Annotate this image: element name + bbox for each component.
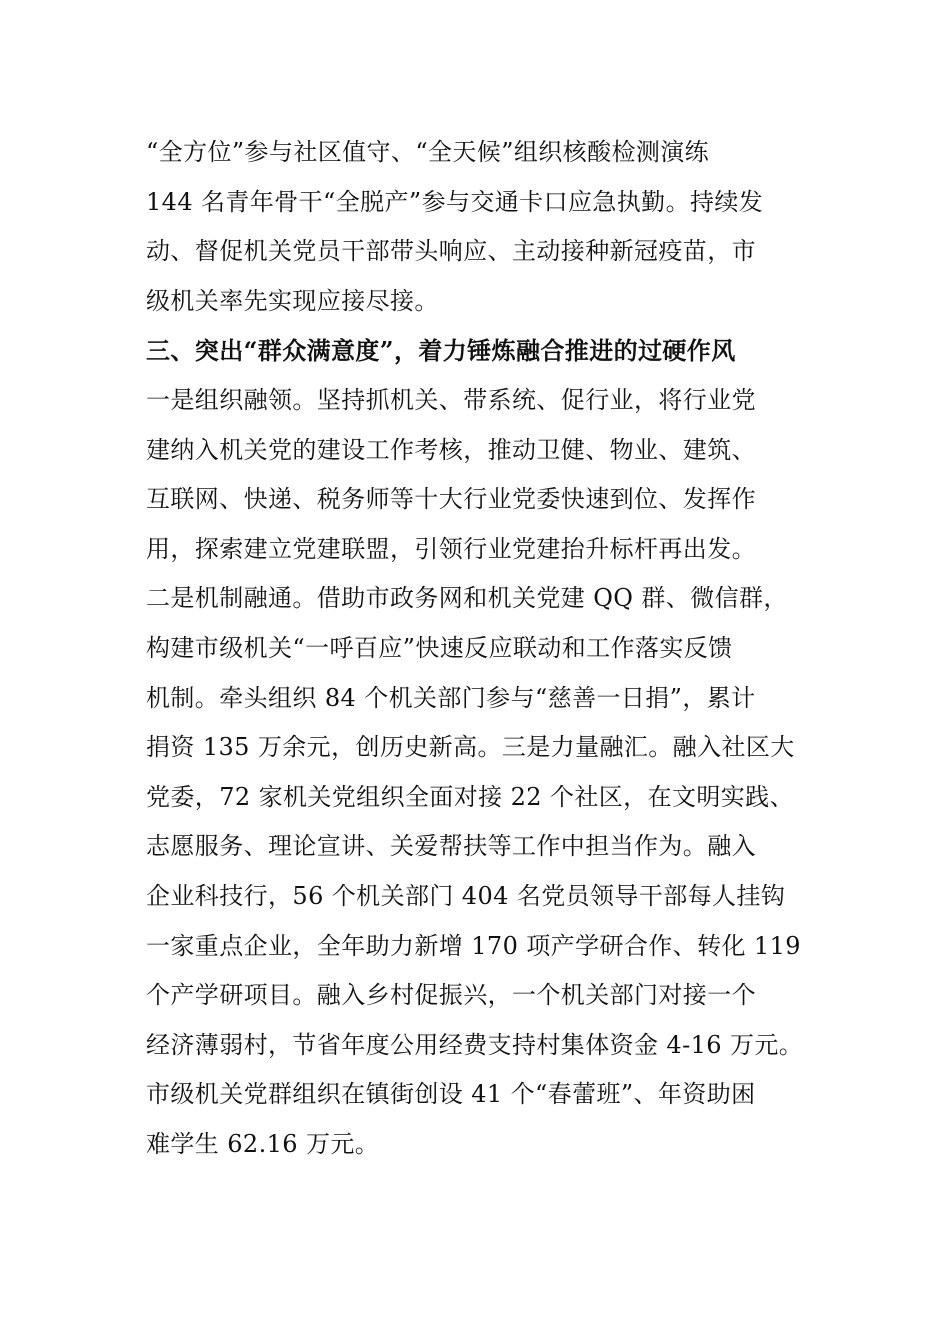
body-line: 互联网、快递、税务师等十大行业党委快速到位、发挥作	[146, 485, 756, 514]
body-line: 用，探索建立党建联盟，引领行业党建抬升标杆再出发。	[146, 534, 756, 563]
body-line: 级机关率先实现应接尽接。	[146, 286, 439, 315]
body-line: 144 名青年骨干“全脱产”参与交通卡口应急执勤。持续发	[146, 187, 764, 216]
body-line: 动、督促机关党员干部带头响应、主动接种新冠疫苗，市	[146, 237, 756, 266]
section-heading: 三、突出“群众满意度”，着力锤炼融合推进的过硬作风	[146, 336, 736, 366]
body-line: 党委，72 家机关党组织全面对接 22 个社区，在文明实践、	[146, 782, 794, 811]
body-line: 建纳入机关党的建设工作考核，推动卫健、物业、建筑、	[146, 435, 756, 464]
body-line: 市级机关党群组织在镇街创设 41 个“春蕾班”、年资助困	[146, 1080, 756, 1109]
body-line: 志愿服务、理论宣讲、关爱帮扶等工作中担当作为。融入	[146, 832, 756, 861]
body-line: 二是机制融通。借助市政务网和机关党建 QQ 群、微信群，	[146, 584, 788, 613]
body-line: 一是组织融领。坚持抓机关、带系统、促行业，将行业党	[146, 385, 756, 414]
body-line: 捐资 135 万余元，创历史新高。三是力量融汇。融入社区大	[146, 733, 795, 762]
body-line: 一家重点企业，全年助力新增 170 项产学研合作、转化 119	[146, 931, 801, 960]
body-line: 构建市级机关“一呼百应”快速反应联动和工作落实反馈	[146, 633, 733, 662]
document-body	[146, 128, 816, 1169]
body-line: “全方位”参与社区值守、“全天候”组织核酸检测演练	[146, 138, 710, 166]
body-line: 经济薄弱村，节省年度公用经费支持村集体资金 4-16 万元。	[146, 1030, 804, 1059]
body-line: 企业科技行，56 个机关部门 404 名党员领导干部每人挂钩	[146, 881, 786, 910]
body-line: 个产学研项目。融入乡村促振兴，一个机关部门对接一个	[146, 981, 756, 1010]
body-line: 机制。牵头组织 84 个机关部门参与“慈善一日捐”，累计	[146, 683, 756, 712]
body-line: 难学生 62.16 万元。	[146, 1129, 380, 1158]
